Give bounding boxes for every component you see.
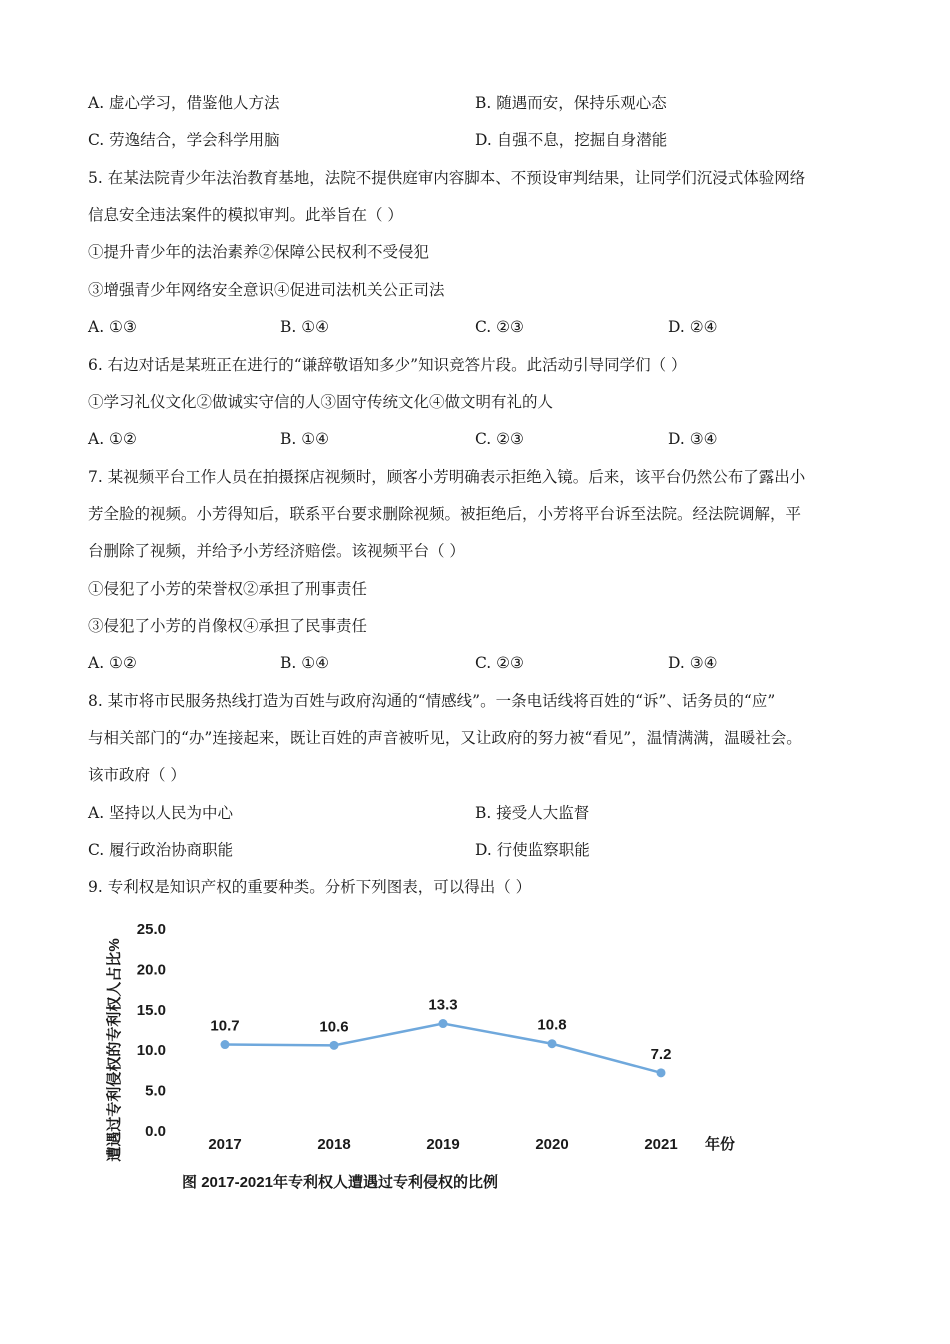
y-tick-label: 5.0 bbox=[145, 1082, 166, 1100]
chart-x-axis-label: 年份 bbox=[704, 1136, 736, 1153]
q6-item-line-1: ①学习礼仪文化②做诚实守信的人③固守传统文化④做文明有礼的人 bbox=[88, 393, 554, 411]
q4-option-d: D. 自强不息，挖掘自身潜能 bbox=[475, 131, 668, 149]
y-tick-label: 20.0 bbox=[136, 961, 166, 979]
patent-infringement-chart bbox=[100, 905, 800, 1205]
x-tick-label: 2021 bbox=[644, 1136, 678, 1153]
q7-option-a: A. ①② bbox=[88, 654, 137, 672]
q8-option-b: B. 接受人大监督 bbox=[475, 804, 590, 822]
q8-option-c: C. 履行政治协商职能 bbox=[88, 841, 234, 859]
data-point bbox=[221, 1040, 230, 1049]
y-tick-label: 15.0 bbox=[136, 1001, 166, 1019]
q8-option-d: D. 行使监察职能 bbox=[475, 841, 590, 859]
q5-option-a: A. ①③ bbox=[88, 318, 137, 336]
data-label: 10.7 bbox=[210, 1017, 240, 1035]
q6-option-b: B. ①④ bbox=[280, 430, 330, 448]
q8-option-a: A. 坚持以人民为中心 bbox=[88, 804, 234, 822]
q6-stem-line-1: 6. 右边对话是某班正在进行的“谦辞敬语知多少”知识竞答片段。此活动引导同学们（ ） bbox=[88, 356, 687, 374]
y-tick-label: 25.0 bbox=[136, 921, 166, 938]
data-label: 10.8 bbox=[537, 1016, 567, 1034]
q5-option-d: D. ②④ bbox=[668, 318, 718, 336]
data-label: 13.3 bbox=[428, 996, 458, 1014]
x-tick-label: 2020 bbox=[535, 1136, 569, 1153]
q5-item-line-2: ③增强青少年网络安全意识④促进司法机关公正司法 bbox=[88, 281, 445, 299]
q4-option-a: A. 虚心学习，借鉴他人方法 bbox=[88, 94, 280, 112]
q5-stem-line-2: 信息安全违法案件的模拟审判。此举旨在（ ） bbox=[88, 206, 403, 224]
q8-stem-line-1: 8. 某市将市民服务热线打造为百姓与政府沟通的“情感线”。一条电话线将百姓的“诉”、话务员的“应” bbox=[88, 692, 776, 710]
x-tick-label: 2017 bbox=[208, 1136, 242, 1153]
data-point bbox=[330, 1041, 339, 1050]
q7-stem-line-1: 7. 某视频平台工作人员在拍摄探店视频时，顾客小芳明确表示拒绝入镜。后来，该平台仍然公布了露出小 bbox=[88, 468, 806, 486]
q4-option-b: B. 随遇而安，保持乐观心态 bbox=[475, 94, 667, 112]
data-label: 10.6 bbox=[319, 1018, 349, 1036]
q8-stem-line-3: 该市政府（ ） bbox=[88, 766, 186, 784]
q9-stem-line-1: 9. 专利权是知识产权的重要种类。分析下列图表，可以得出（ ） bbox=[88, 878, 532, 896]
chart-series-line bbox=[225, 1024, 661, 1073]
data-point bbox=[548, 1039, 557, 1048]
chart-title: 图 2017-2021年专利权人遭遇过专利侵权的比例 bbox=[182, 1174, 498, 1191]
data-point bbox=[439, 1019, 448, 1028]
x-tick-label: 2019 bbox=[426, 1136, 460, 1153]
chart-y-axis-label: 遭遇过专利侵权的专利权人占比% bbox=[106, 938, 123, 1162]
q7-option-c: C. ②③ bbox=[475, 654, 524, 672]
q6-option-d: D. ③④ bbox=[668, 430, 718, 448]
q6-option-c: C. ②③ bbox=[475, 430, 524, 448]
y-tick-label: 0.0 bbox=[145, 1123, 166, 1140]
q7-item-line-1: ①侵犯了小芳的荣誉权②承担了刑事责任 bbox=[88, 580, 368, 598]
q7-item-line-2: ③侵犯了小芳的肖像权④承担了民事责任 bbox=[88, 617, 368, 635]
q7-option-d: D. ③④ bbox=[668, 654, 718, 672]
q7-option-b: B. ①④ bbox=[280, 654, 330, 672]
q4-option-c: C. 劳逸结合，学会科学用脑 bbox=[88, 131, 280, 149]
q5-stem-line-1: 5. 在某法院青少年法治教育基地，法院不提供庭审内容脚本、不预设审判结果，让同学们沉浸式体验网络 bbox=[88, 169, 806, 187]
y-tick-label: 10.0 bbox=[136, 1042, 166, 1060]
data-point bbox=[657, 1068, 666, 1077]
data-label: 7.2 bbox=[650, 1045, 672, 1063]
line-chart bbox=[100, 905, 800, 1205]
q5-item-line-1: ①提升青少年的法治素养②保障公民权利不受侵犯 bbox=[88, 243, 430, 261]
q6-option-a: A. ①② bbox=[88, 430, 137, 448]
q7-stem-line-2: 芳全脸的视频。小芳得知后，联系平台要求删除视频。被拒绝后，小芳将平台诉至法院。经法院调解，平 bbox=[88, 505, 802, 523]
q5-option-c: C. ②③ bbox=[475, 318, 524, 336]
q8-stem-line-2: 与相关部门的“办”连接起来，既让百姓的声音被听见，又让政府的努力被“看见”，温情满满，温暖社会。 bbox=[88, 729, 802, 747]
x-tick-label: 2018 bbox=[317, 1136, 351, 1153]
q5-option-b: B. ①④ bbox=[280, 318, 330, 336]
q7-stem-line-3: 台删除了视频，并给予小芳经济赔偿。该视频平台（ ） bbox=[88, 542, 465, 560]
